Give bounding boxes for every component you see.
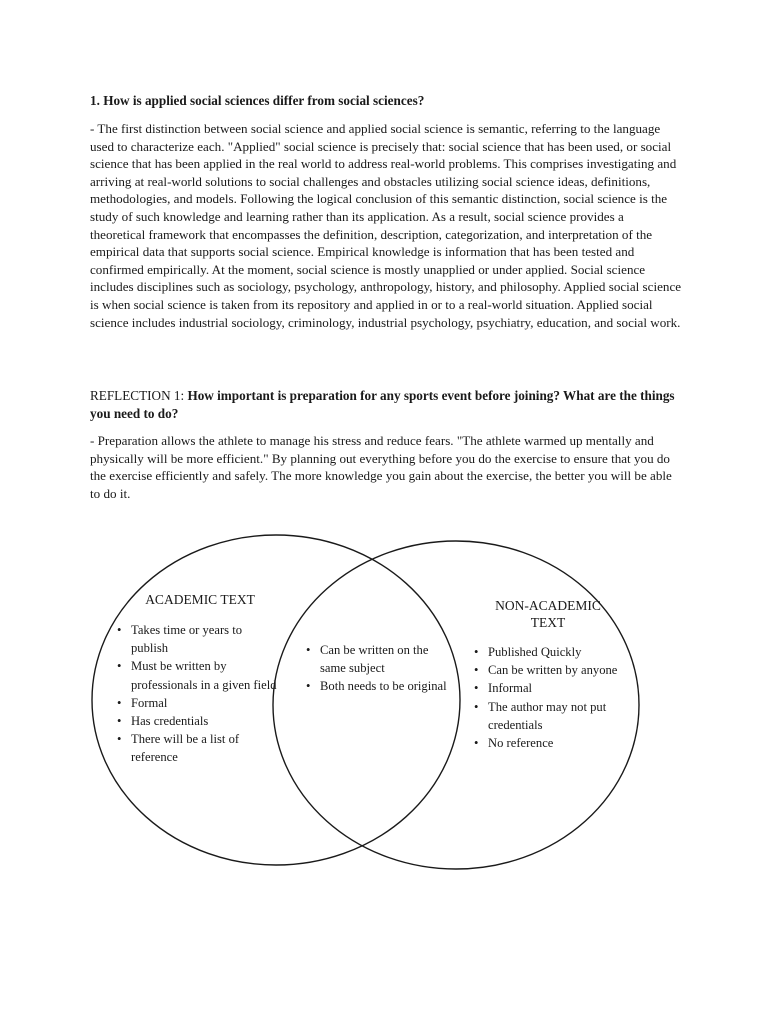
question-1-title: 1. How is applied social sciences differ from social sciences? [90, 93, 425, 108]
venn-left-list [117, 621, 277, 767]
reflection-1-lead: REFLECTION 1: [90, 388, 188, 403]
list-item: • Formal [117, 694, 277, 712]
venn-overlap-list [306, 641, 448, 696]
list-item: • Must be written by professionals in a given field [117, 657, 277, 693]
list-item: • Can be written on the same subject [306, 641, 448, 677]
list-item: • Has credentials [117, 712, 277, 730]
list-item: • There will be a list of reference [117, 730, 277, 766]
list-item: • Can be written by anyone [474, 661, 624, 679]
list-item: • Informal [474, 679, 624, 697]
list-item: • The author may not put credentials [474, 698, 624, 734]
list-item: • Both needs to be original [306, 677, 448, 695]
venn-right-title: NON-ACADEMIC TEXT [495, 598, 601, 630]
list-item: • No reference [474, 734, 624, 752]
reflection-1-question: How important is preparation for any sports event before joining? What are the things you need to do? [90, 388, 675, 421]
question-1-answer: - The first distinction between social science and applied social science is semantic, referring to the language used to characterize each. "Applied" social science is precisely that: social science that has been used, or social science that has been applied in the real world to address real-world problems. This comprises investigating and arriving at real-world solutions to social challenges and obstacles utilizing social science ideas, definitions, methodologies, and models. Following the logical conclusion of this semantic distinction, social science is the study of such knowledge and learning rather than its application. As a result, social science provides a theoretical framework that encompasses the definition, description, categorization, and interpretation of the empirical data that supports social science. Empirical knowledge is information that has been tested and confirmed empirically. At the moment, social science is mostly unapplied or under applied. Social science includes disciplines such as sociology, psychology, anthropology, history, and philosophy. Applied social science is when social science is taken from its repository and applied in or to a real-world situation. Applied social science includes industrial sociology, criminology, industrial psychology, psychiatry, education, and social work. [90, 121, 682, 330]
venn-right-list [474, 643, 624, 752]
list-item: • Published Quickly [474, 643, 624, 661]
reflection-1-answer: - Preparation allows the athlete to manage his stress and reduce fears. "The athlete warmed up mentally and physically will be more efficient." By planning out everything before you do the exercise to ensure that you do the exercise efficiently and safely. The more knowledge you gain about the exercise, the better you will be able to do it. [90, 433, 672, 501]
reflection-1-title [90, 387, 690, 423]
list-item: • Takes time or years to publish [117, 621, 277, 657]
venn-left-title: ACADEMIC TEXT [145, 592, 255, 607]
